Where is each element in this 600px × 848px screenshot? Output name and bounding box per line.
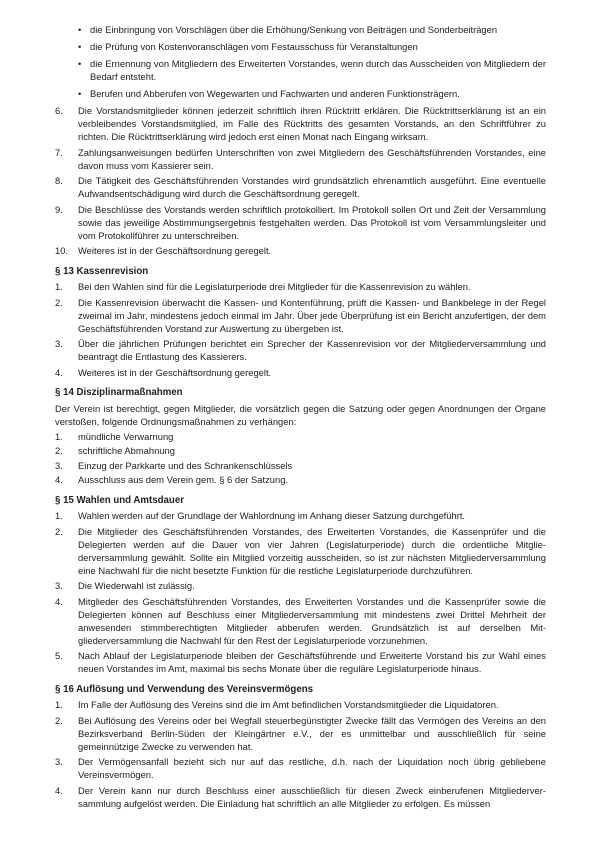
item-number: 4. (55, 595, 63, 607)
section-heading: § 13 Kassenrevision (55, 265, 149, 277)
list-item (55, 203, 546, 242)
list-item-text: Berufen und Abberufen von Wegewarten und Fachwarten und anderen Funktionsträgern. (90, 88, 460, 99)
section-heading: § 14 Disziplinarmaßnahmen (55, 387, 183, 398)
section-heading: § 16 Auflösung und Verwendung des Vereinsvermögens (55, 683, 314, 695)
item-number: 4. (55, 784, 63, 796)
list-item-text: Bei Auflösung des Vereins oder bei Wegfall steuerbegünstigter Zwecke fällt das Vermögen des Vereins an den Bezirksverband Berlin-Süden der Kleingärtner e.V., der es unmittelbar und ausschließlich für seine gemeinnützige Zwecke zu verwenden hat. (78, 714, 546, 752)
item-number: 4. (55, 474, 63, 485)
list-item (55, 525, 546, 577)
item-number: 1. (55, 510, 63, 521)
list-item-text: Wahlen werden auf der Grundlage der Wahlordnung im Anhang dieser Satzung durchgeführt. (78, 510, 466, 521)
list-item-text: Die Tätigkeit des Geschäftsführenden Vorstandes wird grundsätzlich ehrenamtlich ausgeführt. Eine eventuelle Aufwandsentschädigung wird durch die Geschäftsordnung geregelt. (78, 175, 546, 199)
list-item-text: Bei den Wahlen sind für die Legislaturperiode drei Mitglieder für die Kassenrevision zu wählen. (78, 281, 471, 292)
item-number: 5. (55, 650, 63, 661)
list-item (55, 509, 546, 522)
numbered-list (55, 104, 546, 257)
list-item (55, 579, 546, 592)
item-number: 2. (55, 714, 63, 726)
bullet-marker: • (78, 87, 82, 99)
list-item (55, 444, 546, 457)
item-number: 6. (55, 105, 63, 116)
list-item (55, 714, 546, 753)
list-item (55, 698, 546, 711)
list-item (55, 337, 546, 363)
item-number: 8. (55, 175, 63, 186)
list-item-text: Mitglieder des Geschäftsführenden Vorstandes, des Erweiterten Vorstandes und die Kassenprüfer sowie die Delegierten können auf Beschluss einer Mitgliederversammlung mit mindestens zwei Drittel Mehrheit der anwesenden stimmberechtigten Mitglieder abberufen werden. Grundsätzlich ist auf derselben Mitgliederversammlung die Nachwahl für den Rest der Legislaturperiode vorzunehmen. (78, 595, 546, 646)
list-item-text: Die Vorstandsmitglieder können jederzeit schriftlich ihren Rücktritt erklären. Die Rücktrittserklärung ist an ein verbleibendes Vorstandsmitglied, im Falle des Rücktritts des gesamten Vorstands, an den Schriftführer zu richten. Die Rücktrittserklärung wird jedoch erst einen Monat nach Eingang wirksam. (78, 105, 546, 142)
section-intro: Der Verein ist berechtigt, gegen Mitglieder, die vorsätzlich gegen die Satzung oder gegen Anordnungen der Organe verstoßen, folgende Ordnungsmaßnahmen zu verhängen: (55, 402, 546, 427)
item-number: 7. (55, 146, 63, 158)
item-number: 2. (55, 296, 63, 308)
bullet-marker: • (78, 23, 82, 35)
list-item (55, 459, 546, 472)
list-item-text: Im Falle der Auflösung des Vereins sind die im Amt befindlichen Vorstandsmitglieder die Liquidatoren. (78, 699, 499, 710)
section-16 (55, 683, 546, 810)
list-item-text: Die Mitglieder des Geschäftsführenden Vorstandes, des Erweiterten Vorstandes, die Kassenprüfer und die Delegierten werden auf die Dauer von vier Jahren (Legislaturperiode) durch die ordentliche Mitgliederversammlung gewählt. Sollte ein Mitglied vorzeitig ausscheiden, so ist zur nächsten Mitgliederversammlung eine Nachwahl für die nicht besetzte Funktion für die restliche Legislaturperiode durchzuführen. (78, 525, 546, 576)
list-item (55, 174, 546, 200)
section-14 (55, 386, 546, 486)
section-heading: § 15 Wahlen und Amtsdauer (55, 494, 185, 506)
list-item-text: Weiteres ist in der Geschäftsordnung geregelt. (78, 366, 272, 378)
item-number: 4. (55, 366, 63, 378)
list-item-text: mündliche Verwarnung (78, 430, 174, 442)
item-number: 2. (55, 445, 63, 456)
list-item-text: Weiteres ist in der Geschäftsordnung geregelt. (78, 245, 272, 256)
list-item (55, 473, 546, 486)
list-item-text: Einzug der Parkkarte und des Schrankenschlüssels (78, 459, 293, 471)
list-item-text: Die Beschlüsse des Vorstands werden schriftlich protokolliert. Im Protokoll sollen Ort und Zeit der Versammlung sowie das jeweilige Abstimmungsergebnis festgehalten werden. Das Protokoll ist vom Versammlungsleiter und vom Protokollführer zu unterschreiben. (78, 203, 546, 241)
list-item (55, 366, 546, 379)
item-number: 9. (55, 203, 63, 215)
list-item (55, 280, 546, 293)
item-number: 3. (55, 338, 63, 349)
item-number: 3. (55, 580, 63, 591)
list-item (55, 430, 546, 443)
list-item (78, 57, 546, 83)
list-item-text: Die Wiederwahl ist zulässig. (78, 580, 195, 591)
list-item (55, 296, 546, 335)
list-item (78, 40, 546, 53)
list-item-text: Nach Ablauf der Legislaturperiode bleiben der Geschäftsführende und Erweiterte Vorstand bis zur Wahl eines neuen Vorstandes im Amt, maximal bis sechs Monate über die reguläre Legislaturperiode hinaus. (78, 650, 546, 674)
list-item (55, 755, 546, 781)
bullet-list (55, 23, 546, 100)
list-item-text: Zahlungsanweisungen bedürfen Unterschriften von zwei Mitgliedern des Geschäftsführenden Vorstandes, eine davon muss vom Kassierer sein. (78, 146, 546, 171)
list-item-text: Der Verein kann nur durch Beschluss einer ausschließlich für diesen Zweck einberufenen Mitgliederversammlung aufgelöst werden. Die Einladung hat schriftlich an alle Mitglieder zu erfolgen. Es müssen (78, 784, 546, 809)
list-item-text: Der Vermögensanfall bezieht sich nur auf das restliche, d.h. nach der Liquidation noch übrig gebliebene Vereinsvermögen. (78, 756, 546, 780)
list-item-text: die Ernennung von Mitgliedern des Erweiterten Vorstandes, wenn durch das Ausscheiden von Mitgliedern der Bedarf entsteht. (90, 58, 546, 82)
bullet-marker: • (78, 57, 82, 69)
list-item (55, 784, 546, 810)
list-item-text: Ausschluss aus dem Verein gem. § 6 der Satzung. (78, 474, 289, 485)
item-number: 3. (55, 459, 63, 471)
list-item (78, 23, 546, 36)
item-number: 3. (55, 756, 63, 767)
list-item (55, 104, 546, 143)
list-item (55, 649, 546, 675)
list-item (55, 244, 546, 257)
list-item-text: Die Kassenrevision überwacht die Kassen- und Kontenführung, prüft die Kassen- und Bankbelege in der Regel zweimal im Jahr, mindestens jedoch einmal im Jahr. Über jede Überprüfung ist ein Bericht anzufertigen, der dem Geschäftsführenden Vorstand zur Auswertung zu übergeben ist. (78, 296, 546, 334)
section-15 (55, 494, 546, 676)
item-number: 1. (55, 430, 63, 442)
list-item-text: die Prüfung von Kostenvoranschlägen vom Festausschuss für Veranstaltungen (90, 41, 418, 52)
list-item-text: die Einbringung von Vorschlägen über die Erhöhung/Senkung von Beiträgen und Sonderbeiträgen (90, 24, 498, 35)
item-number: 1. (55, 281, 63, 292)
bullet-marker: • (78, 40, 82, 52)
item-number: 2. (55, 525, 63, 537)
section-13 (55, 265, 546, 379)
list-item (78, 87, 546, 100)
list-item-text: Über die jährlichen Prüfungen berichtet ein Sprecher der Kassenrevision vor der Mitgliederversammlung und beantragt die Entlastung des Kassierers. (78, 338, 546, 362)
list-item (55, 146, 546, 172)
list-item (55, 595, 546, 647)
list-item-text: schriftliche Abmahnung (78, 445, 175, 456)
item-number: 1. (55, 699, 63, 710)
item-number: 10. (55, 245, 69, 256)
